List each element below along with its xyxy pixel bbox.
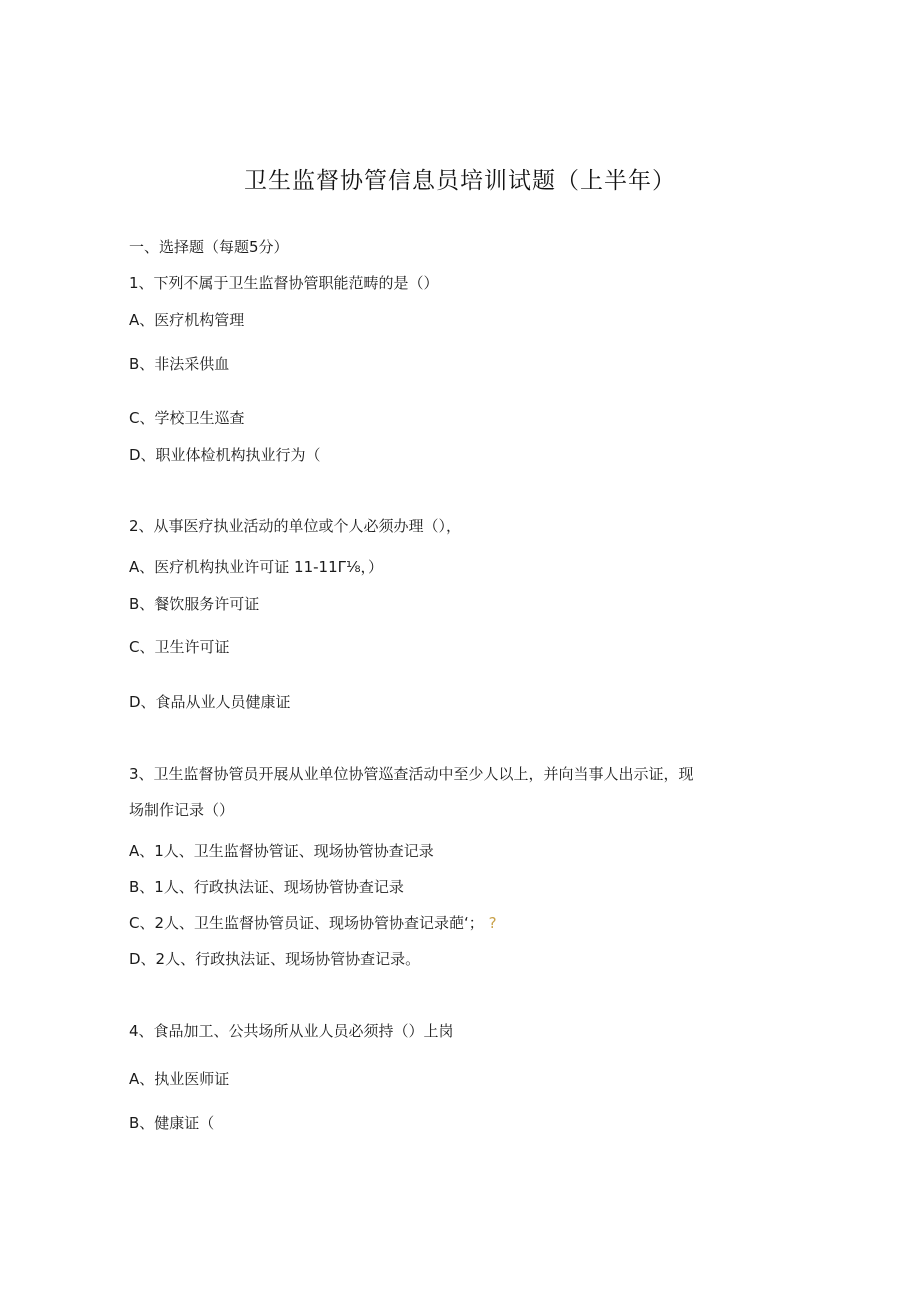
question-2-option-d: D、食品从业人员健康证 xyxy=(129,693,291,711)
question-2-option-c: C、卫生许可证 xyxy=(129,638,230,656)
question-4-stem: 4、食品加工、公共场所从业人员必须持（）上岗 xyxy=(129,1022,454,1040)
section-heading: 一、选择题（每题5分） xyxy=(129,238,289,256)
question-3-option-a: A、1人、卫生监督协管证、现场协管协查记录 xyxy=(129,842,434,860)
question-3-option-b: B、1人、行政执法证、现场协管协查记录 xyxy=(129,878,404,896)
question-3-option-c xyxy=(129,912,497,933)
question-mark-annotation: ? xyxy=(488,914,497,932)
question-3-option-d: D、2人、行政执法证、现场协管协查记录。 xyxy=(129,950,421,968)
question-1-option-c: C、学校卫生巡查 xyxy=(129,409,245,427)
question-4-option-a: A、执业医师证 xyxy=(129,1070,230,1088)
question-1-option-d: D、职业体检机构执业行为（ xyxy=(129,446,321,464)
question-2-stem: 2、从事医疗执业活动的单位或个人必须办理（）， xyxy=(129,517,462,535)
question-1-option-b: B、非法采供血 xyxy=(129,355,230,373)
question-1-stem: 1、下列不属于卫生监督协管职能范畴的是（） xyxy=(129,274,439,292)
question-3-stem-line-1: 3、卫生监督协管员开展从业单位协管巡查活动中至少人以上，并向当事人出示证，现 xyxy=(129,765,694,783)
question-3-stem-line-2: 场制作记录（） xyxy=(129,801,235,819)
question-2-option-a: A、医疗机构执业许可证 11-11Γ⅛，） xyxy=(129,558,384,576)
page-title: 卫生监督协管信息员培训试题（上半年） xyxy=(244,168,676,194)
question-1-option-a: A、医疗机构管理 xyxy=(129,311,245,329)
question-2-option-b: B、餐饮服务许可证 xyxy=(129,595,260,613)
question-3-option-c-text: C、2人、卫生监督协管员证、现场协管协查记录葩‘； xyxy=(129,914,484,932)
question-4-option-b: B、健康证（ xyxy=(129,1114,215,1132)
